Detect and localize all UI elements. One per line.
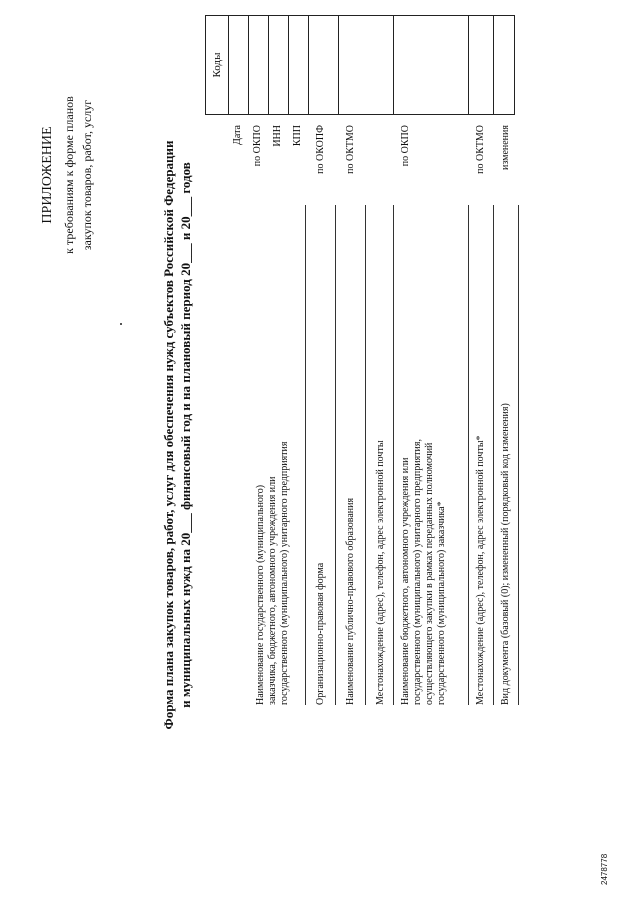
code-label-okopf: по ОКОПФ <box>315 125 326 174</box>
appendix-line-2: закупок товаров, работ, услуг <box>80 99 94 251</box>
row-location: Местонахождение (адрес), телефон, адрес электронной почты <box>375 440 386 705</box>
row-municipality: Наименование публично-правового образования <box>345 497 356 705</box>
appendix-line-1: к требованиям к форме планов <box>62 96 76 254</box>
codes-cell-okpo <box>248 16 269 114</box>
code-label-okpo: по ОКПО <box>252 125 263 167</box>
row-underline <box>468 205 469 705</box>
codes-cell-okopf <box>308 16 339 114</box>
row-delegated-line-3: осуществляющего закупки в рамках переданных полномочий <box>424 442 435 705</box>
row-legal-form: Организационно-правовая форма <box>315 562 326 705</box>
codes-cell-date <box>228 16 249 114</box>
codes-cell-oktmo <box>338 16 394 114</box>
row-delegated-line-2: государственного (муниципального) унитарного предприятия, <box>412 438 423 705</box>
code-label-kpp: КПП <box>292 125 303 147</box>
code-label-oktmo-2: по ОКТМО <box>475 125 486 174</box>
row-underline <box>518 205 519 705</box>
row-underline <box>393 205 394 705</box>
form-title <box>160 135 194 735</box>
code-label-oktmo: по ОКТМО <box>345 125 356 174</box>
row-delegated <box>400 375 448 705</box>
form-title-line-1: Форма плана закупок товаров, работ, услуг для обеспечения нужд субъектов Российской Федерации <box>161 140 176 730</box>
row-underline <box>493 205 494 705</box>
codes-table <box>205 15 515 115</box>
row-underline <box>335 205 336 705</box>
appendix-title: ПРИЛОЖЕНИЕ <box>40 126 55 224</box>
row-underline <box>305 205 306 705</box>
code-label-inn: ИНН <box>272 125 283 147</box>
row-customer-name <box>255 375 291 705</box>
codes-header: Коды <box>206 16 229 114</box>
codes-cell-kpp <box>288 16 309 114</box>
scan-speck <box>120 323 122 325</box>
row-delegated-line-4: государственного (муниципального) заказчика* <box>436 501 447 705</box>
row-delegated-location: Местонахождение (адрес), телефон, адрес электронной почты* <box>475 435 486 705</box>
row-customer-name-line-3: государственного (муниципального) унитарного предприятия <box>279 441 290 705</box>
row-customer-name-line-1: Наименование государственного (муниципального) <box>255 484 266 705</box>
codes-cell-inn <box>268 16 289 114</box>
codes-cell-okpo-2 <box>393 16 469 114</box>
codes-cell-change <box>493 16 515 114</box>
code-label-okpo-2: по ОКПО <box>400 125 411 167</box>
side-number: 2478778 <box>600 853 609 885</box>
codes-cell-oktmo-2 <box>468 16 494 114</box>
row-underline <box>365 205 366 705</box>
row-customer-name-line-2: заказчика, бюджетного, автономного учреждения или <box>267 476 278 705</box>
form-title-line-2: и муниципальных нужд на 20___ финансовый год и на плановый период 20___ и 20___ годов <box>178 162 193 708</box>
row-delegated-line-1: Наименование бюджетного, автономного учреждения или <box>400 457 411 705</box>
row-doc-type: Вид документа (базовый (0); измененный (порядковый код изменения) <box>500 403 511 705</box>
code-label-change: изменения <box>500 125 511 171</box>
code-label-date: Дата <box>232 125 243 145</box>
